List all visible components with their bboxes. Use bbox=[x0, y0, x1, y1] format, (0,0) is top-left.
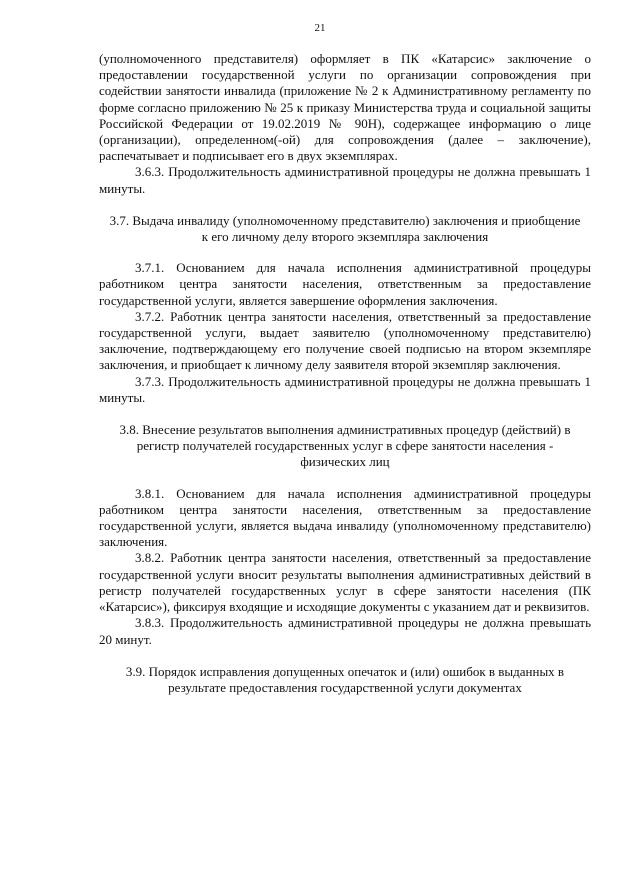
spacer bbox=[99, 197, 591, 213]
section-heading-3-8: 3.8. Внесение результатов выполнения административных процедур (действий) в регистр получателей государственных услуг в сфере занятости населения - физических лиц bbox=[119, 422, 571, 470]
paragraph-3-8-1: 3.8.1. Основанием для начала исполнения административной процедуры работником центра занятости населения, ответственным за предоставление государственной услуги, является выдача инвалиду (уполномоченному представителю) заключения. bbox=[99, 485, 591, 550]
spacer bbox=[99, 471, 591, 486]
paragraph-3-8-2: 3.8.2. Работник центра занятости населения, ответственный за предоставление государственной услуги вносит результаты выполнения административных действий в регистр получателей государственных услуг в сфере занятости населения (ПК «Катарсис»), фиксируя входящие и исходящие документы с указанием дат и реквизитов. bbox=[99, 550, 591, 615]
paragraph-3-7-3: 3.7.3. Продолжительность административной процедуры не должна превышать 1 минуты. bbox=[99, 373, 591, 405]
section-heading-3-9: 3.9. Порядок исправления допущенных опечаток и (или) ошибок в выданных в результате предоставления государственной услуги документах bbox=[125, 663, 565, 695]
spacer bbox=[99, 245, 591, 260]
spacer bbox=[99, 406, 591, 422]
paragraph-3-7-1: 3.7.1. Основанием для начала исполнения административной процедуры работником центра занятости населения, ответственным за предоставление государственной услуги, является завершение оформления заключения. bbox=[99, 260, 591, 308]
document-body bbox=[99, 51, 591, 696]
paragraph-3-7-2: 3.7.2. Работник центра занятости населения, ответственный за предоставление государственной услуги, выдает заявителю (уполномоченному представителю) заключение, подтверждающему его получение своей подписью на втором экземпляре заключения, и приобщает к личному делу заявителя второй экземпляр заключения. bbox=[99, 308, 591, 373]
paragraph-3-8-3: 3.8.3. Продолжительность административной процедуры не должна превышать 20 минут. bbox=[99, 615, 591, 647]
spacer bbox=[99, 648, 591, 664]
page-number: 21 bbox=[314, 22, 326, 34]
paragraph-3-6-3: 3.6.3. Продолжительность административной процедуры не должна превышать 1 минуты. bbox=[99, 164, 591, 196]
paragraph-3-6-2-continued: (уполномоченного представителя) оформляет в ПК «Катарсис» заключение о предоставлении государственной услуги по организации сопровождения при содействии занятости инвалида (приложение № 2 к Административному регламенту по форме согласно приложению № 25 к приказу Министерства труда и социальной защиты Российской Федерации от 19.02.2019 № 90Н), содержащее информацию о лице (организации), определенном(-ой) для сопровождения (далее – заключение), распечатывает и подписывает его в двух экземплярах. bbox=[99, 51, 591, 164]
section-heading-3-7: 3.7. Выдача инвалиду (уполномоченному представителю) заключения и приобщение к его личному делу второго экземпляра заключения bbox=[109, 212, 581, 245]
